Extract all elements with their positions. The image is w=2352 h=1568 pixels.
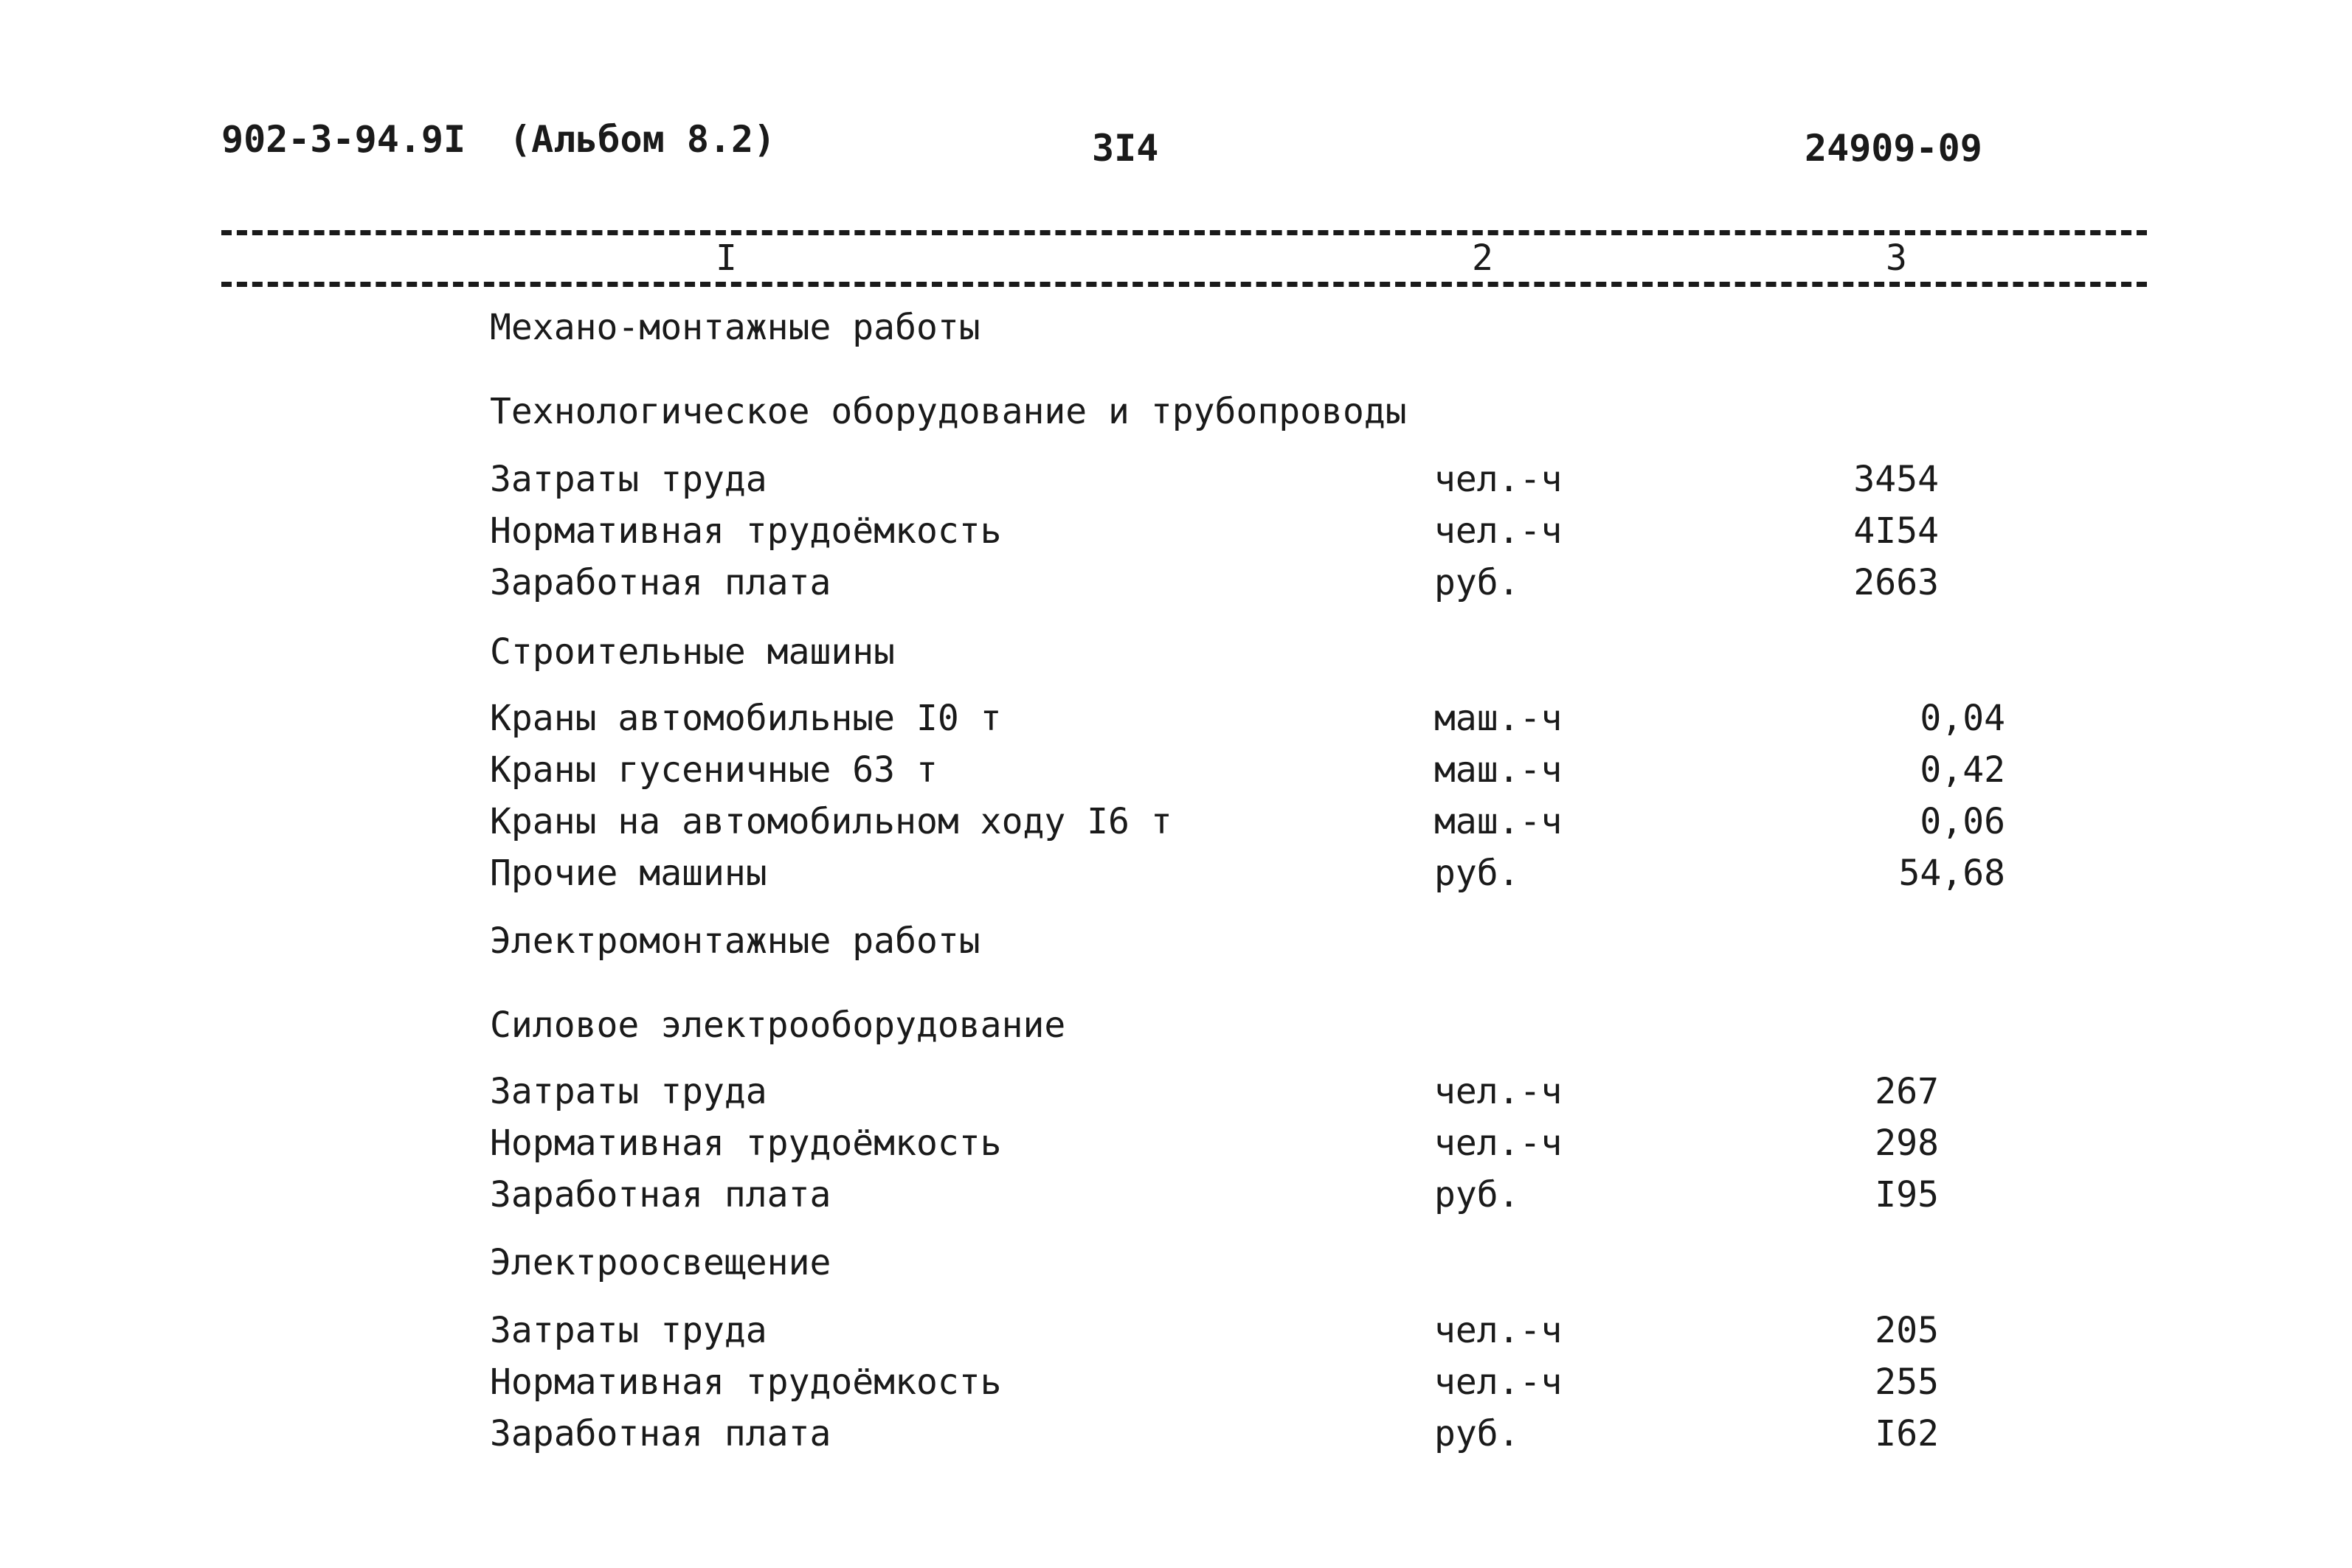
table-row (0, 801, 2352, 853)
table-row (0, 920, 2352, 972)
row-label: Затраты труда (490, 1071, 767, 1112)
table-row (0, 459, 2352, 510)
row-value: I95 (1875, 1174, 1939, 1215)
row-label: Электромонтажные работы (490, 920, 980, 962)
row-unit: чел.-ч (1434, 1071, 1563, 1112)
page-number: 3I4 (1092, 127, 1159, 170)
table-header-bottom-rule (221, 282, 2147, 287)
row-label: Силовое электрооборудование (490, 1005, 1066, 1046)
table-row (0, 510, 2352, 562)
table-row (0, 631, 2352, 683)
row-value: 267 (1875, 1071, 1939, 1112)
table-header-top-rule (221, 230, 2147, 235)
table-row (0, 1005, 2352, 1056)
table-row (0, 1071, 2352, 1123)
table-row (0, 1242, 2352, 1294)
table-row (0, 698, 2352, 749)
row-unit: маш.-ч (1434, 801, 1563, 842)
row-label: Заработная плата (490, 1174, 831, 1215)
row-unit: руб. (1434, 562, 1520, 603)
row-label: Заработная плата (490, 1413, 831, 1454)
row-value: 4I54 (1853, 510, 1939, 552)
row-value: 298 (1875, 1123, 1939, 1164)
row-value: 0,04 (1920, 698, 2005, 739)
row-label: Нормативная трудоёмкость (490, 1361, 1002, 1403)
row-unit: маш.-ч (1434, 749, 1563, 791)
row-value: 0,06 (1920, 801, 2005, 842)
row-label: Заработная плата (490, 562, 831, 603)
column-number-3: 3 (1886, 237, 1907, 279)
row-label: Строительные машины (490, 631, 896, 673)
row-label: Технологическое оборудование и трубопроводы (490, 391, 1407, 432)
doc-number: 24909-09 (1805, 127, 1982, 170)
row-label: Краны гусеничные 63 т (490, 749, 938, 791)
table-row (0, 853, 2352, 904)
row-value: 3454 (1853, 459, 1939, 500)
table-row (0, 1361, 2352, 1413)
document-code: 902-3-94.9I (221, 118, 466, 161)
row-label: Электроосвещение (490, 1242, 831, 1283)
row-value: 54,68 (1898, 853, 2005, 894)
column-number-1: I (716, 237, 737, 279)
table-row (0, 391, 2352, 443)
row-label: Краны на автомобильном ходу I6 т (490, 801, 1172, 842)
row-unit: чел.-ч (1434, 510, 1563, 552)
table-row (0, 307, 2352, 358)
row-label: Нормативная трудоёмкость (490, 1123, 1002, 1164)
row-label: Затраты труда (490, 459, 767, 500)
album-label: (Альбом 8.2) (509, 118, 776, 161)
row-unit: чел.-ч (1434, 1123, 1563, 1164)
row-value: I62 (1875, 1413, 1939, 1454)
row-value: 0,42 (1920, 749, 2005, 791)
table-row (0, 1174, 2352, 1226)
row-unit: руб. (1434, 1174, 1520, 1215)
row-label: Механо-монтажные работы (490, 307, 980, 348)
column-number-2: 2 (1472, 237, 1493, 279)
table-row (0, 749, 2352, 801)
row-value: 255 (1875, 1361, 1939, 1403)
table-row (0, 1413, 2352, 1465)
table-row (0, 1123, 2352, 1174)
row-unit: чел.-ч (1434, 459, 1563, 500)
row-label: Краны автомобильные I0 т (490, 698, 1002, 739)
row-unit: руб. (1434, 853, 1520, 894)
row-value: 2663 (1853, 562, 1939, 603)
row-unit: чел.-ч (1434, 1361, 1563, 1403)
row-unit: маш.-ч (1434, 698, 1563, 739)
table-row (0, 562, 2352, 614)
row-label: Прочие машины (490, 853, 767, 894)
table-row (0, 1310, 2352, 1361)
row-label: Затраты труда (490, 1310, 767, 1351)
row-unit: руб. (1434, 1413, 1520, 1454)
row-value: 205 (1875, 1310, 1939, 1351)
row-label: Нормативная трудоёмкость (490, 510, 1002, 552)
row-unit: чел.-ч (1434, 1310, 1563, 1351)
